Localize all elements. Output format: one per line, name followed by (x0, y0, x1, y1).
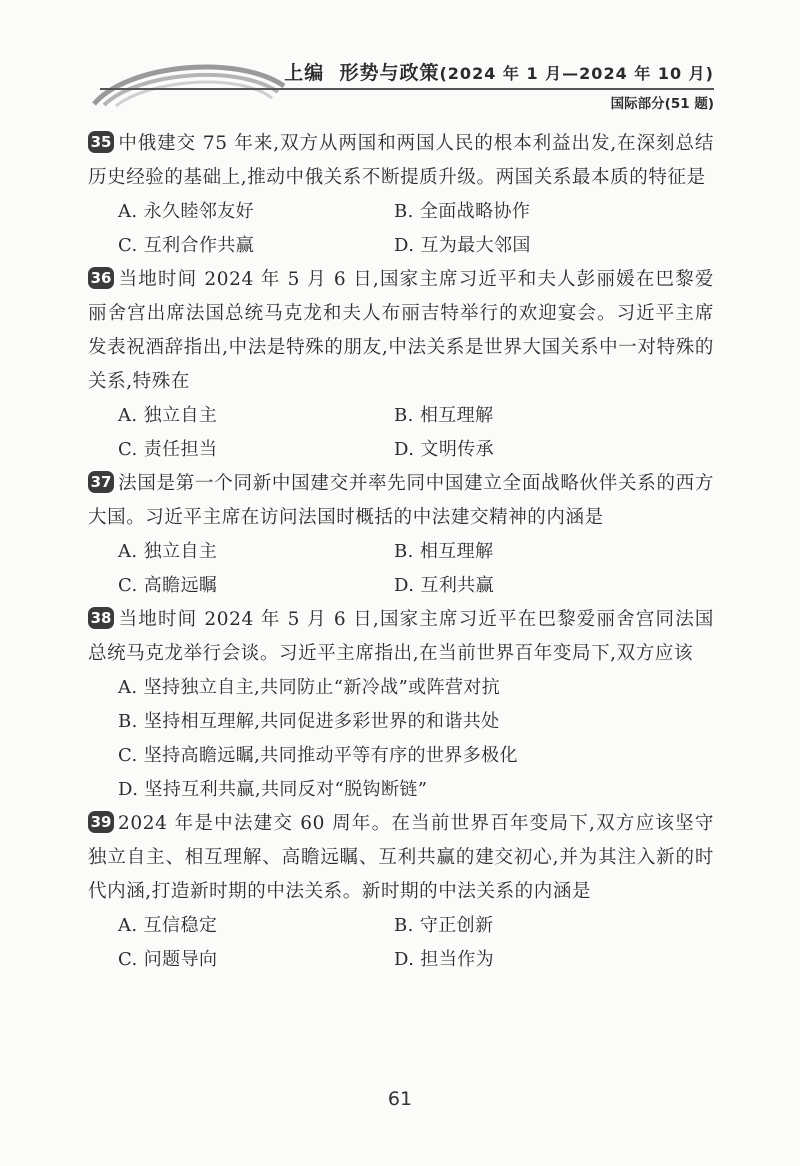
question-39 (88, 807, 714, 977)
header-section: 国际部分(51 题) (610, 96, 714, 112)
question-stem: 法国是第一个同新中国建交并率先同中国建立全面战略伙伴关系的西方大国。习近平主席在访问法国时概括的中法建交精神的内涵是 (88, 473, 714, 528)
question-stem: 中俄建交 75 年来,双方从两国和两国人民的根本利益出发,在深刻总结历史经验的基础上,推动中俄关系不断提质升级。两国关系最本质的特征是 (88, 133, 714, 188)
page-header (0, 0, 800, 120)
option-b: B. 坚持相互理解,共同促进多彩世界的和谐共处 (118, 711, 500, 732)
question-stem: 2024 年是中法建交 60 周年。在当前世界百年变局下,双方应该坚守独立自主、相互理解、高瞻远瞩、互利共赢的建交初心,并为其注入新的时代内涵,打造新时期的中法关系。新时期的中法关系的内涵是 (88, 813, 714, 902)
question-number: 36 (88, 267, 114, 289)
header-title-text: 形势与政策 (339, 62, 440, 84)
option-b: B. 全面战略协作 (394, 201, 531, 222)
question-37 (88, 467, 714, 603)
option-a: A. 坚持独立自主,共同防止“新冷战”或阵营对抗 (118, 677, 501, 698)
header-rule (100, 88, 714, 90)
question-35 (88, 127, 714, 263)
option-d: D. 坚持互利共赢,共同反对“脱钩断链” (118, 779, 428, 800)
option-a: A. 独立自主 (118, 405, 218, 426)
question-36 (88, 263, 714, 467)
question-number: 37 (88, 471, 114, 493)
option-d: D. 担当作为 (394, 949, 495, 970)
option-c: C. 问题导向 (118, 949, 218, 970)
header-period: (2024 年 1 月—2024 年 10 月) (439, 64, 714, 83)
option-c: C. 高瞻远瞩 (118, 575, 218, 596)
page-number: 61 (387, 1088, 413, 1110)
question-number: 39 (88, 811, 114, 833)
option-d: D. 文明传承 (394, 439, 495, 460)
question-number: 38 (88, 607, 114, 629)
option-a: A. 互信稳定 (118, 915, 218, 936)
option-d: D. 互利共赢 (394, 575, 495, 596)
option-a: A. 永久睦邻友好 (118, 201, 255, 222)
option-b: B. 相互理解 (394, 405, 494, 426)
question-stem: 当地时间 2024 年 5 月 6 日,国家主席习近平和夫人彭丽媛在巴黎爱丽舍宫出席法国总统马克龙和夫人布丽吉特举行的欢迎宴会。习近平主席发表祝酒辞指出,中法是特殊的朋友,中法关系是世界大国关系中一对特殊的关系,特殊在 (88, 269, 714, 392)
question-stem: 当地时间 2024 年 5 月 6 日,国家主席习近平在巴黎爱丽舍宫同法国总统马克龙举行会谈。习近平主席指出,在当前世界百年变局下,双方应该 (88, 609, 714, 664)
decorative-arc-icon (88, 58, 288, 108)
option-c: C. 互利合作共赢 (118, 235, 255, 256)
question-38 (88, 603, 714, 807)
option-b: B. 守正创新 (394, 915, 494, 936)
header-part: 上编 (284, 62, 325, 84)
option-c: C. 坚持高瞻远瞩,共同推动平等有序的世界多极化 (118, 745, 518, 766)
option-b: B. 相互理解 (394, 541, 494, 562)
option-a: A. 独立自主 (118, 541, 218, 562)
option-d: D. 互为最大邻国 (394, 235, 531, 256)
question-number: 35 (88, 131, 114, 153)
question-list (88, 127, 714, 977)
header-title (284, 58, 714, 85)
option-c: C. 责任担当 (118, 439, 218, 460)
